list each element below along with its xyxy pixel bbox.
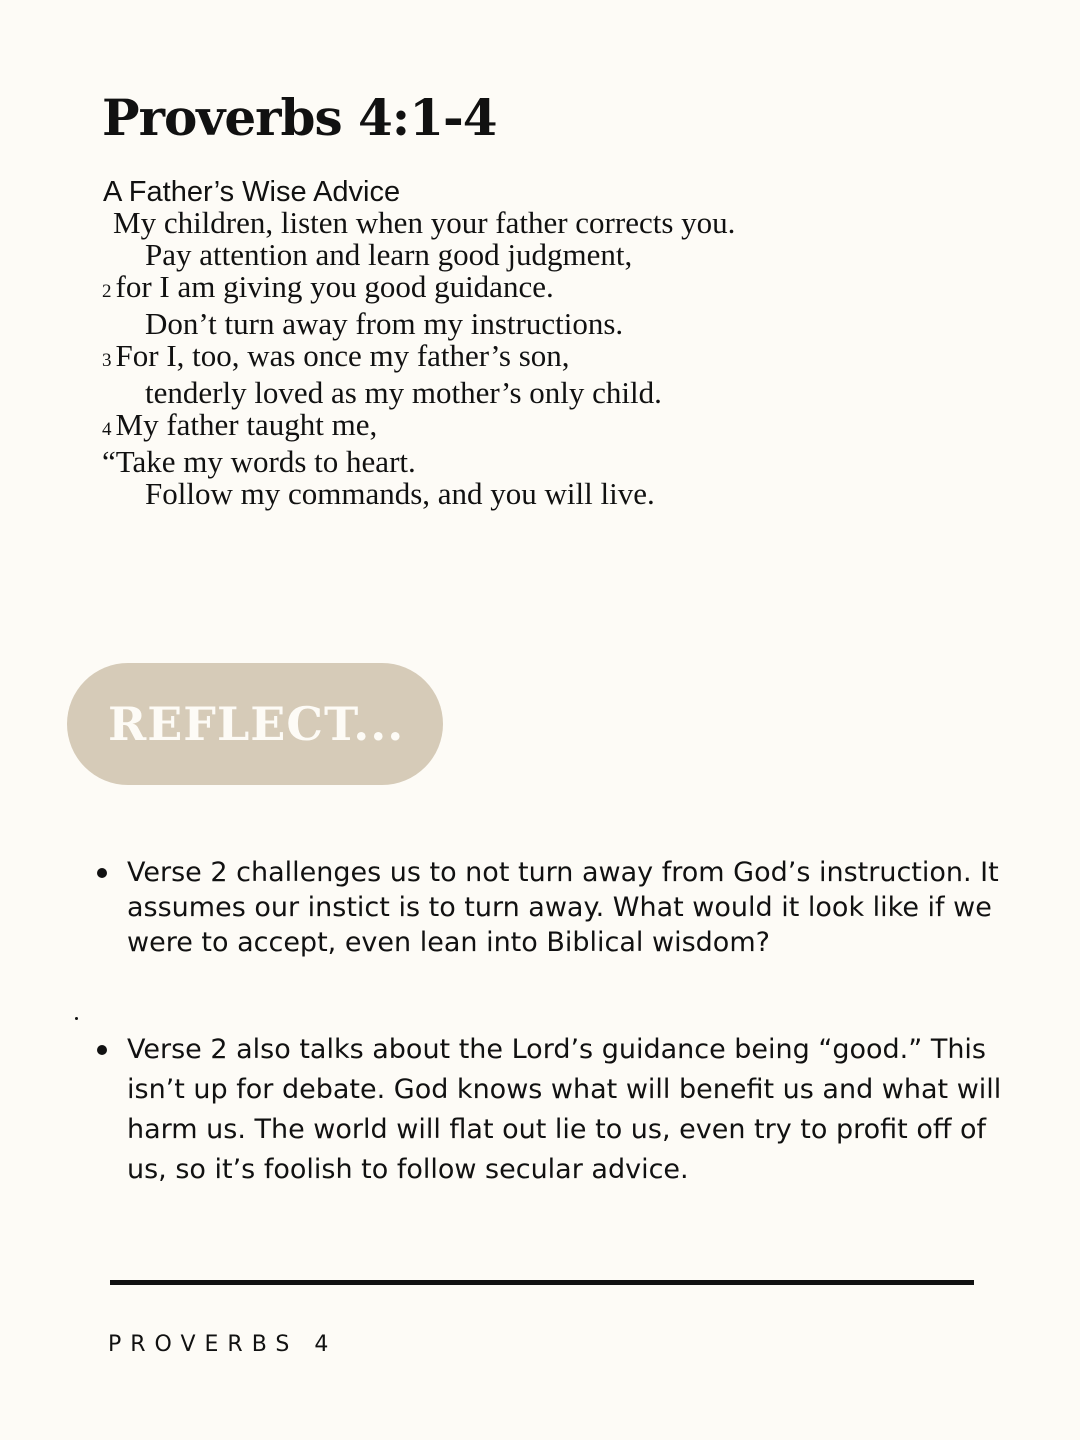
verse-line <box>145 375 662 411</box>
verse-line <box>102 269 554 310</box>
page-title: Proverbs 4:1-4 <box>102 88 497 147</box>
verse-line <box>145 476 655 512</box>
verse-number: 2 <box>102 281 112 302</box>
reflection-item <box>127 1030 1027 1190</box>
verse-text: “Take my words to heart. <box>102 444 416 479</box>
reflection-text: Verse 2 also talks about the Lord’s guidance being “good.” This isn’t up for debate. God knows what will benefit us and what will harm us. The world will flat out lie to us, even try to profit off of us, so it’s foolish to follow secular advice. <box>127 1034 1002 1185</box>
verse-text: My children, listen when your father corrects you. <box>113 205 736 240</box>
verse-text: My father taught me, <box>115 407 378 442</box>
verse-line <box>102 407 377 448</box>
passage-heading: A Father’s Wise Advice <box>103 176 401 208</box>
verse-text: tenderly loved as my mother’s only child. <box>145 375 662 410</box>
verse-line <box>145 237 632 273</box>
verse-text: for I am giving you good guidance. <box>115 269 554 304</box>
verse-text: Don’t turn away from my instructions. <box>145 306 624 341</box>
bullet-dot-icon <box>97 1045 107 1055</box>
footer-label: PROVERBS 4 <box>108 1332 338 1357</box>
verse-text: Follow my commands, and you will live. <box>145 476 655 511</box>
reflect-badge <box>67 663 443 785</box>
verse-number: 4 <box>102 419 112 440</box>
reflect-label: REFLECT... <box>108 697 405 751</box>
reflection-item <box>127 855 1027 960</box>
verse-text: Pay attention and learn good judgment, <box>145 237 633 272</box>
verse-line <box>113 205 735 241</box>
bullet-dot-icon <box>97 868 107 878</box>
verse-text: For I, too, was once my father’s son, <box>115 338 570 373</box>
verse-line <box>145 306 623 342</box>
divider <box>110 1280 974 1285</box>
verse-number: 3 <box>102 350 112 371</box>
reflection-text: Verse 2 challenges us to not turn away from God’s instruction. It assumes our instict is to turn away. What would it look like if we were to accept, even lean into Biblical wisdom? <box>127 857 999 958</box>
verse-line <box>102 338 570 379</box>
stray-dot <box>75 1017 78 1020</box>
verse-line <box>102 444 416 480</box>
